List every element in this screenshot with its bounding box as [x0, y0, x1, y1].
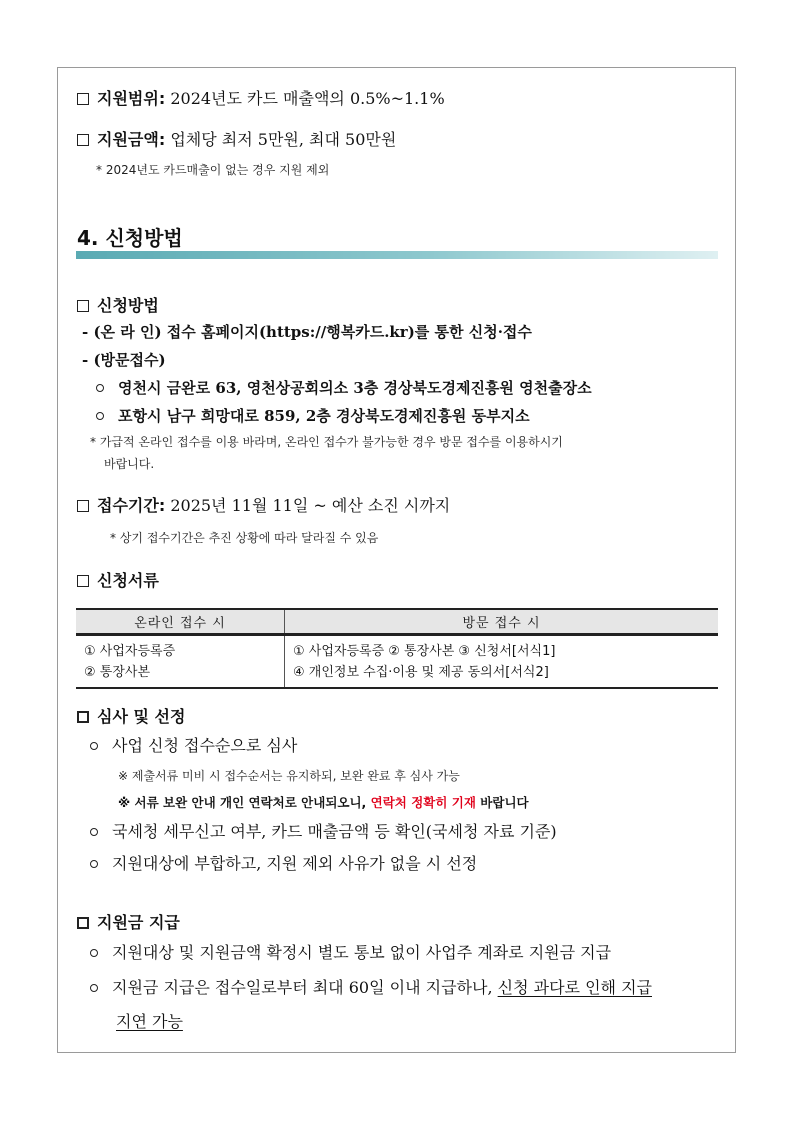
support-amount-line [77, 127, 396, 150]
checkbox-icon [77, 300, 89, 312]
checkbox-icon [77, 711, 89, 723]
review-contact-note: ※ 서류 보완 안내 개인 연락처로 안내되오니, 연락처 정확히 기재 바랍니다 [118, 795, 529, 810]
period-text: 2025년 11월 11일 ~ 예산 소진 시까지 [170, 496, 451, 515]
review-item: 국세청 세무신고 여부, 카드 매출금액 등 확인(국세청 자료 기준) [90, 819, 557, 842]
support-amount-label: 지원금액: [97, 130, 166, 149]
payment-heading: 지원금 지급 [77, 910, 180, 933]
table-header: 방문 접수 시 [285, 609, 719, 635]
documents-heading: 신청서류 [77, 568, 159, 591]
checkbox-icon [77, 575, 89, 587]
apply-method-heading: 신청방법 [77, 293, 159, 316]
document-frame [57, 67, 736, 1053]
office-item: 영천시 금완로 63, 영천상공회의소 3층 경상북도경제진흥원 영천출장소 [96, 377, 592, 398]
apply-note-line1: * 가급적 온라인 접수를 이용 바라며, 온라인 접수가 불가능한 경우 방문 접수를 이용하시기 [90, 435, 563, 449]
office-item: 포항시 남구 희망대로 859, 2층 경상북도경제진흥원 동부지소 [96, 405, 530, 426]
section-title: 4. 신청방법 [77, 226, 183, 250]
bullet-circle-icon [90, 742, 98, 750]
delay-warning: 신청 과다로 인해 지급 [497, 978, 652, 997]
section-divider [76, 251, 718, 259]
bullet-circle-icon [90, 984, 98, 992]
period-note: * 상기 접수기간은 추진 상황에 따라 달라질 수 있음 [110, 531, 379, 545]
table-cell-visit: ① 사업자등록증 ② 통장사본 ③ 신청서[서식1] ④ 개인정보 수집·이용 및 제공 동의서[서식2] [285, 635, 719, 689]
support-scope-line [77, 86, 445, 109]
apply-note-line2: 바랍니다. [104, 457, 155, 471]
period-label: 접수기간: [97, 496, 166, 515]
apply-visit-line: - (방문접수) [82, 351, 166, 369]
bullet-circle-icon [90, 949, 98, 957]
checkbox-icon [77, 500, 89, 512]
table-row [76, 635, 718, 689]
bullet-circle-icon [90, 860, 98, 868]
support-amount-note: * 2024년도 카드매출이 없는 경우 지원 제외 [96, 163, 330, 177]
support-amount-text: 업체당 최저 5만원, 최대 50만원 [170, 130, 397, 149]
bullet-circle-icon [96, 412, 104, 420]
support-scope-text: 2024년도 카드 매출액의 0.5%~1.1% [170, 89, 445, 108]
support-scope-label: 지원범위: [97, 89, 166, 108]
payment-item: 지원대상 및 지원금액 확정시 별도 통보 없이 사업주 계좌로 지원금 지급 [90, 940, 611, 963]
delay-warning-cont: 지연 가능 [116, 1012, 183, 1031]
period-line [77, 493, 450, 516]
documents-table [76, 608, 718, 689]
table-cell-online: ① 사업자등록증 ② 통장사본 [76, 635, 285, 689]
review-item: 사업 신청 접수순으로 심사 [90, 733, 297, 756]
checkbox-icon [77, 917, 89, 929]
bullet-circle-icon [90, 828, 98, 836]
bullet-circle-icon [96, 384, 104, 392]
review-sub-note: ※ 제출서류 미비 시 접수순서는 유지하되, 보완 완료 후 심사 가능 [118, 769, 460, 783]
review-item: 지원대상에 부합하고, 지원 제외 사유가 없을 시 선정 [90, 851, 477, 874]
contact-highlight: 연락처 정확히 기재 [370, 795, 476, 810]
table-header: 온라인 접수 시 [76, 609, 285, 635]
checkbox-icon [77, 93, 89, 105]
review-heading: 심사 및 선정 [77, 704, 185, 727]
apply-online-line: - (온 라 인) 접수 홈페이지(https://행복카드.kr)를 통한 신청·접수 [82, 323, 532, 341]
payment-item: 지원금 지급은 접수일로부터 최대 60일 이내 지급하나, 신청 과다로 인해 지급 [90, 975, 652, 998]
checkbox-icon [77, 134, 89, 146]
